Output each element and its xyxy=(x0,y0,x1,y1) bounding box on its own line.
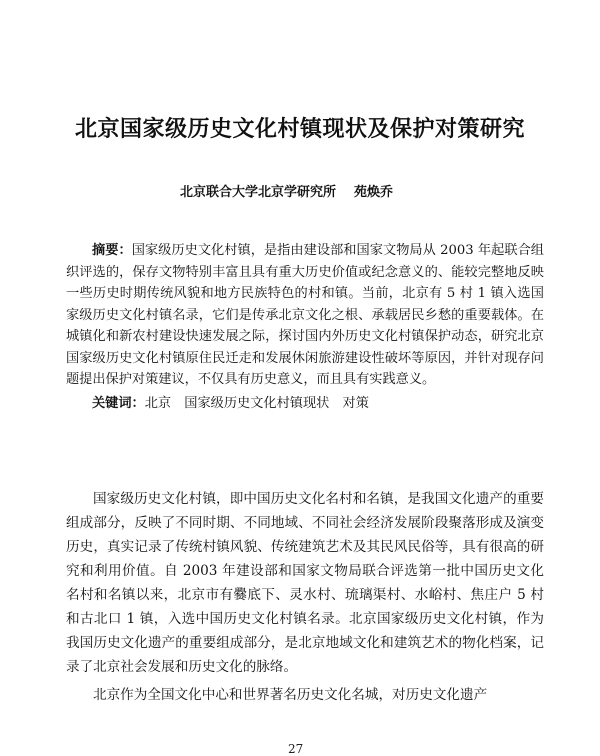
keywords-label: 关键词： xyxy=(92,395,145,411)
keywords-text: 北京 国家级历史文化村镇现状 对策 xyxy=(144,395,369,411)
paper-title: 北京国家级历史文化村镇现状及保护对策研究 xyxy=(74,117,525,142)
affiliation: 北京联合大学北京学研究所 xyxy=(180,185,337,200)
abstract-paragraph xyxy=(66,240,544,391)
byline xyxy=(180,181,480,200)
body-paragraph: 国家级历史文化村镇，即中国历史文化名村和名镇，是我国文化遗产的重要组成部分，反映了不同时期、不同地域、不同社会经济发展阶段聚落形成及演变历史，真实记录了传统村镇风貌、传统建筑艺术及其民风民俗等，具有很高的研究和利用价值。自 2003 年建设部和国家文物局联合评选第一批中国历史文化名村和名镇以来，北京市有爨底下、灵水村、琉璃渠村、水峪村、焦庄户 5 村和古北口 1 镇，入选中国历史文化村镇名录。北京国家级历史文化村镇，作为我国历史文化遗产的重要组成部分，是北京地域文化和建筑艺术的物化档案，记录了北京社会发展和历史文化的脉络。 xyxy=(66,491,544,675)
body-paragraph: 北京作为全国文化中心和世界著名历史文化名城，对历史文化遗产 xyxy=(93,687,488,703)
abstract-block xyxy=(66,240,544,414)
page-number: 27 xyxy=(288,742,304,756)
author-name: 苑焕乔 xyxy=(354,185,394,200)
keywords-paragraph xyxy=(66,393,544,415)
abstract-label: 摘要： xyxy=(92,243,132,258)
body-text xyxy=(66,487,544,707)
abstract-text: 国家级历史文化村镇，是指由建设部和国家文物局从 2003 年起联合组织评选的，保存文物特别丰富且具有重大历史价值或纪念意义的、能较完整地反映一些历史时期传统风貌和地方民族特色的村和镇。当前，北京有 5 村 1 镇入选国家级历史文化村镇名录，它们是传承北京文化之根、承载居民乡愁的重要载体。在城镇化和新农村建设快速发展之际，探讨国内外历史文化村镇保护动态，研究北京国家级历史文化村镇原住民迁走和发展休闲旅游建设性破坏等原因，并针对现存问题提出保护对策建议，不仅具有历史意义，而且具有实践意义。 xyxy=(66,243,544,387)
